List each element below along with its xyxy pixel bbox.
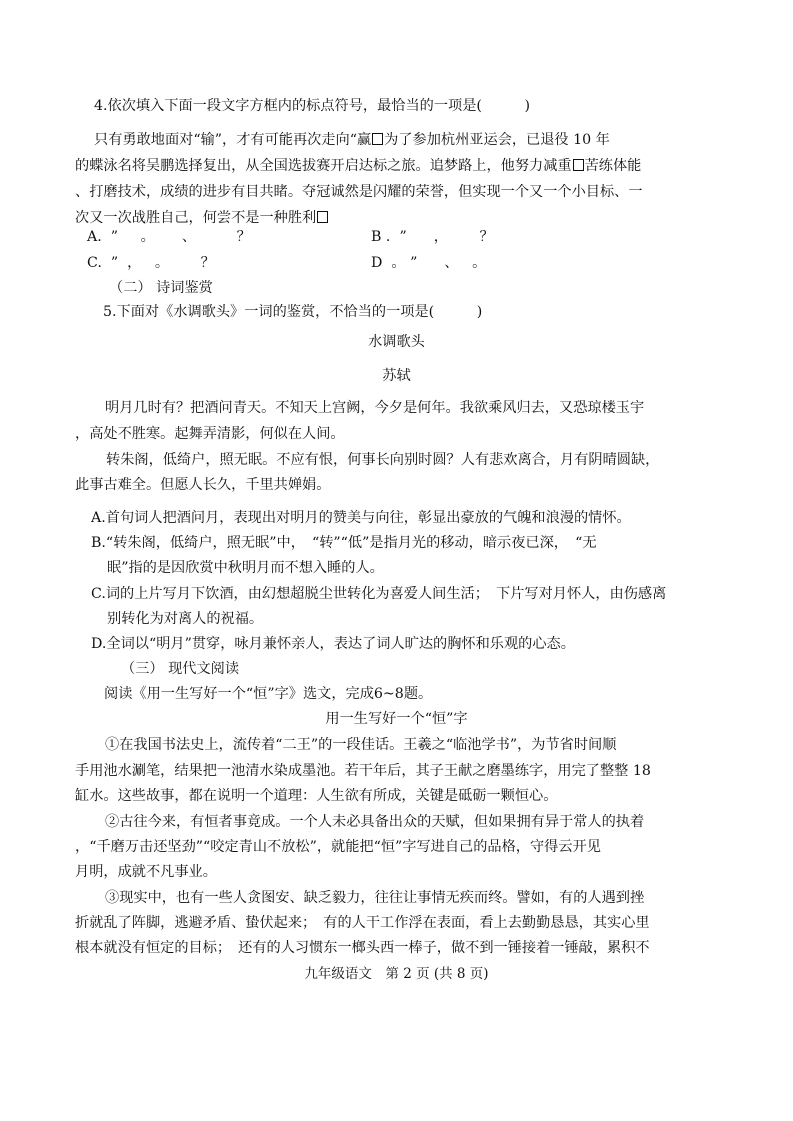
section-heading: （二） 诗词鉴赏	[109, 280, 213, 296]
q5-option-b: B.“转朱阁，低绮户，照无眠”中， “转”“低”是指月光的移动，暗示夜已深， “无	[91, 535, 597, 551]
q5-option-c: C.词的上片写月下饮酒，由幻想超脱尘世转化为喜爱人间生活； 下片写对月怀人，由伤感离	[91, 586, 667, 602]
reading-line: 手用池水涮笔，结果把一池清水染成墨池。若干年后，其子王献之磨墨练字，用完了整整 18	[75, 763, 651, 779]
blank-box	[317, 211, 328, 223]
reading-line: 月明，成就不凡事业。	[75, 864, 217, 880]
q4-passage-line: 的蝶泳名将吴鹏选择复出，从全国选拔赛开启达标之旅。追梦路上，他努力减重 苦练体能	[75, 158, 642, 174]
q4-passage-line: 、打磨技术，成绩的进步有目共睹。夺冠诚然是闪耀的荣誉，但实现一个又一个小目标、一	[75, 184, 643, 200]
q5-option-c-cont: 别转化为对离人的祝福。	[107, 611, 264, 627]
blank-box	[573, 159, 584, 171]
q5-stem: 5.下面对《水调歌头》一词的鉴赏，不恰当的一项是( )	[103, 304, 483, 320]
reading-title: 用一生写好一个“恒”字	[325, 711, 468, 727]
q5-option-d: D.全词以“明月”贯穿，咏月兼怀亲人，表达了词人旷达的胸怀和乐观的心态。	[91, 636, 575, 652]
poem-line: 此事古难全。但愿人长久，千里共婵娟。	[75, 477, 331, 493]
reading-line: 折就乱了阵脚，逃避矛盾、蛰伏起来； 有的人干工作浮在表面，看上去勤勤恳恳，其实心里	[75, 915, 650, 931]
section-heading: （三） 现代文阅读	[121, 661, 240, 677]
poem-title: 水调歌头	[368, 334, 425, 350]
q4-option-b: B . ” ， ？	[371, 229, 494, 245]
reading-line: ③现实中，也有一些人贪图安、缺乏毅力，往往让事情无疾而终。譬如，有的人遇到挫	[105, 890, 645, 906]
reading-line: 缸水。这些故事，都在说明一个道理：人生欲有所成，关键是砥砺一颗恒心。	[75, 788, 558, 804]
q4-option-c: C. ” ， 。 ？	[87, 255, 215, 271]
q4-stem: 4.依次填入下面一段文字方框内的标点符号，最恰当的一项是( )	[94, 98, 531, 114]
poem-line: ，高处不胜寒。起舞弄清影，何似在人间。	[75, 426, 345, 442]
poem-author: 苏轼	[382, 368, 411, 384]
reading-line: ，“千磨万击还坚劲”“咬定青山不放松”，就能把“恒”字写进自己的品格，守得云开见	[75, 839, 601, 855]
reading-line: ②古往今来，有恒者事竟成。一个人未必具备出众的天赋，但如果拥有异于常人的执着	[105, 814, 645, 830]
poem-line: 转朱阁，低绮户，照无眠。不应有恨，何事长向别时圆？人有悲欢离合，月有阴晴圆缺，	[106, 452, 660, 468]
reading-line: 根本就没有恒定的目标； 还有的人习惯东一榔头西一棒子，做不到一锤接着一锤敲，累积不	[75, 940, 650, 956]
blank-box	[372, 133, 383, 145]
q5-option-a: A.首句词人把酒问月，表现出对明月的赞美与向往，彰显出豪放的气魄和浪漫的情怀。	[91, 510, 631, 526]
q4-passage-line: 次又一次战胜自己，何尝不是一种胜利	[75, 208, 329, 228]
reading-line: ①在我国书法史上，流传着“二王”的一段佳话。王羲之“临池学书”，为节省时间顺	[105, 737, 617, 753]
q5-option-b-cont: 眠”指的是因欣赏中秋明月而不想入睡的人。	[107, 560, 384, 576]
q4-option-d: D 。 ” 、 。	[371, 255, 487, 271]
reading-intro: 阅读《用一生写好一个“恒”字》选文，完成6~8题。	[104, 686, 433, 702]
q4-passage-line: 只有勇敢地面对“输”，才有可能再次走向“赢 为了参加杭州亚运会，已退役 10 年	[94, 132, 610, 148]
poem-line: 明月几时有？把酒问青天。不知天上宫阙，今夕是何年。我欲乘风归去，又恐琼楼玉宇	[105, 400, 645, 416]
q4-option-a: A. ” 。 、 ？	[87, 229, 251, 245]
page-footer: 九年级语文 第 2 页 (共 8 页)	[304, 966, 489, 982]
